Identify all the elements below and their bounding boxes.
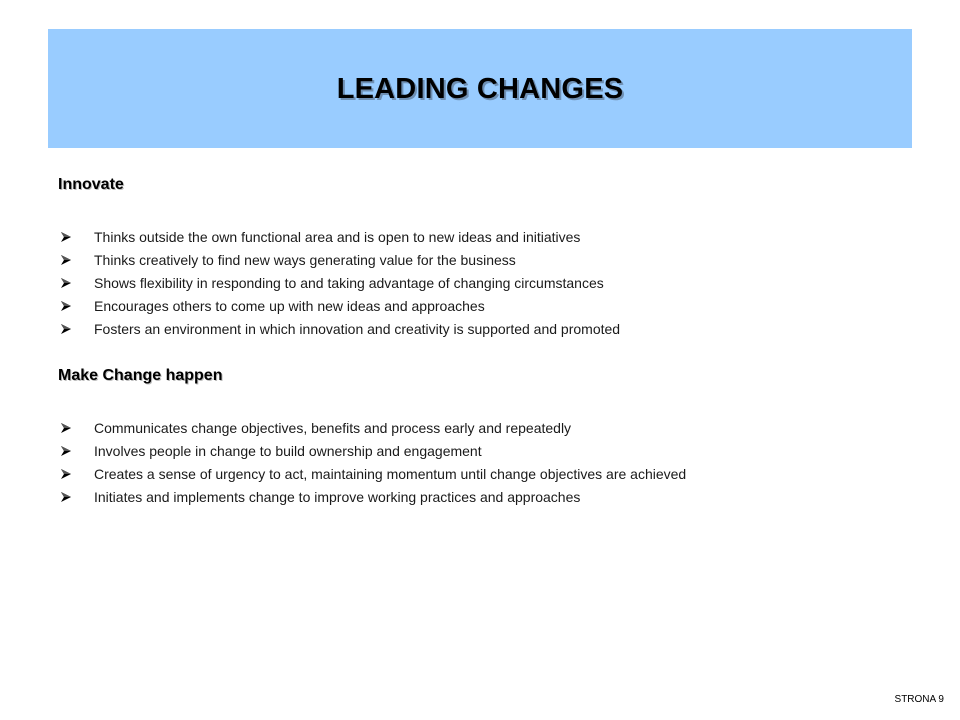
bullet-text: Thinks creatively to find new ways generating value for the business bbox=[94, 251, 516, 268]
arrow-bullet-icon bbox=[60, 467, 94, 481]
section-heading-innovate: Innovate bbox=[58, 176, 124, 193]
make-change-bullet-list bbox=[60, 416, 686, 508]
list-item bbox=[60, 485, 686, 508]
arrow-bullet-icon bbox=[60, 253, 94, 267]
bullet-text: Encourages others to come up with new ideas and approaches bbox=[94, 297, 485, 314]
list-item bbox=[60, 294, 620, 317]
list-item bbox=[60, 439, 686, 462]
innovate-bullet-list bbox=[60, 225, 620, 340]
list-item bbox=[60, 416, 686, 439]
bullet-text: Communicates change objectives, benefits and process early and repeatedly bbox=[94, 419, 572, 436]
bullet-text: Initiates and implements change to improve working practices and approaches bbox=[94, 488, 581, 505]
list-item bbox=[60, 317, 620, 340]
arrow-bullet-icon bbox=[60, 444, 94, 458]
bullet-text: Creates a sense of urgency to act, maintaining momentum until change objectives are achieved bbox=[94, 465, 687, 482]
list-item bbox=[60, 225, 620, 248]
page-number: STRONA 9 bbox=[894, 694, 944, 705]
arrow-bullet-icon bbox=[60, 299, 94, 313]
list-item bbox=[60, 462, 686, 485]
arrow-bullet-icon bbox=[60, 276, 94, 290]
section-heading-make-change-happen: Make Change happen bbox=[58, 367, 223, 384]
title-band bbox=[48, 29, 912, 148]
arrow-bullet-icon bbox=[60, 490, 94, 504]
bullet-text: Thinks outside the own functional area and is open to new ideas and initiatives bbox=[94, 228, 581, 245]
list-item bbox=[60, 271, 620, 294]
arrow-bullet-icon bbox=[60, 230, 94, 244]
slide-title: LEADING CHANGES bbox=[336, 73, 624, 105]
arrow-bullet-icon bbox=[60, 322, 94, 336]
bullet-text: Fosters an environment in which innovation and creativity is supported and promoted bbox=[94, 320, 621, 337]
list-item bbox=[60, 248, 620, 271]
bullet-text: Involves people in change to build ownership and engagement bbox=[94, 442, 482, 459]
bullet-text: Shows flexibility in responding to and taking advantage of changing circumstances bbox=[94, 274, 604, 291]
arrow-bullet-icon bbox=[60, 421, 94, 435]
